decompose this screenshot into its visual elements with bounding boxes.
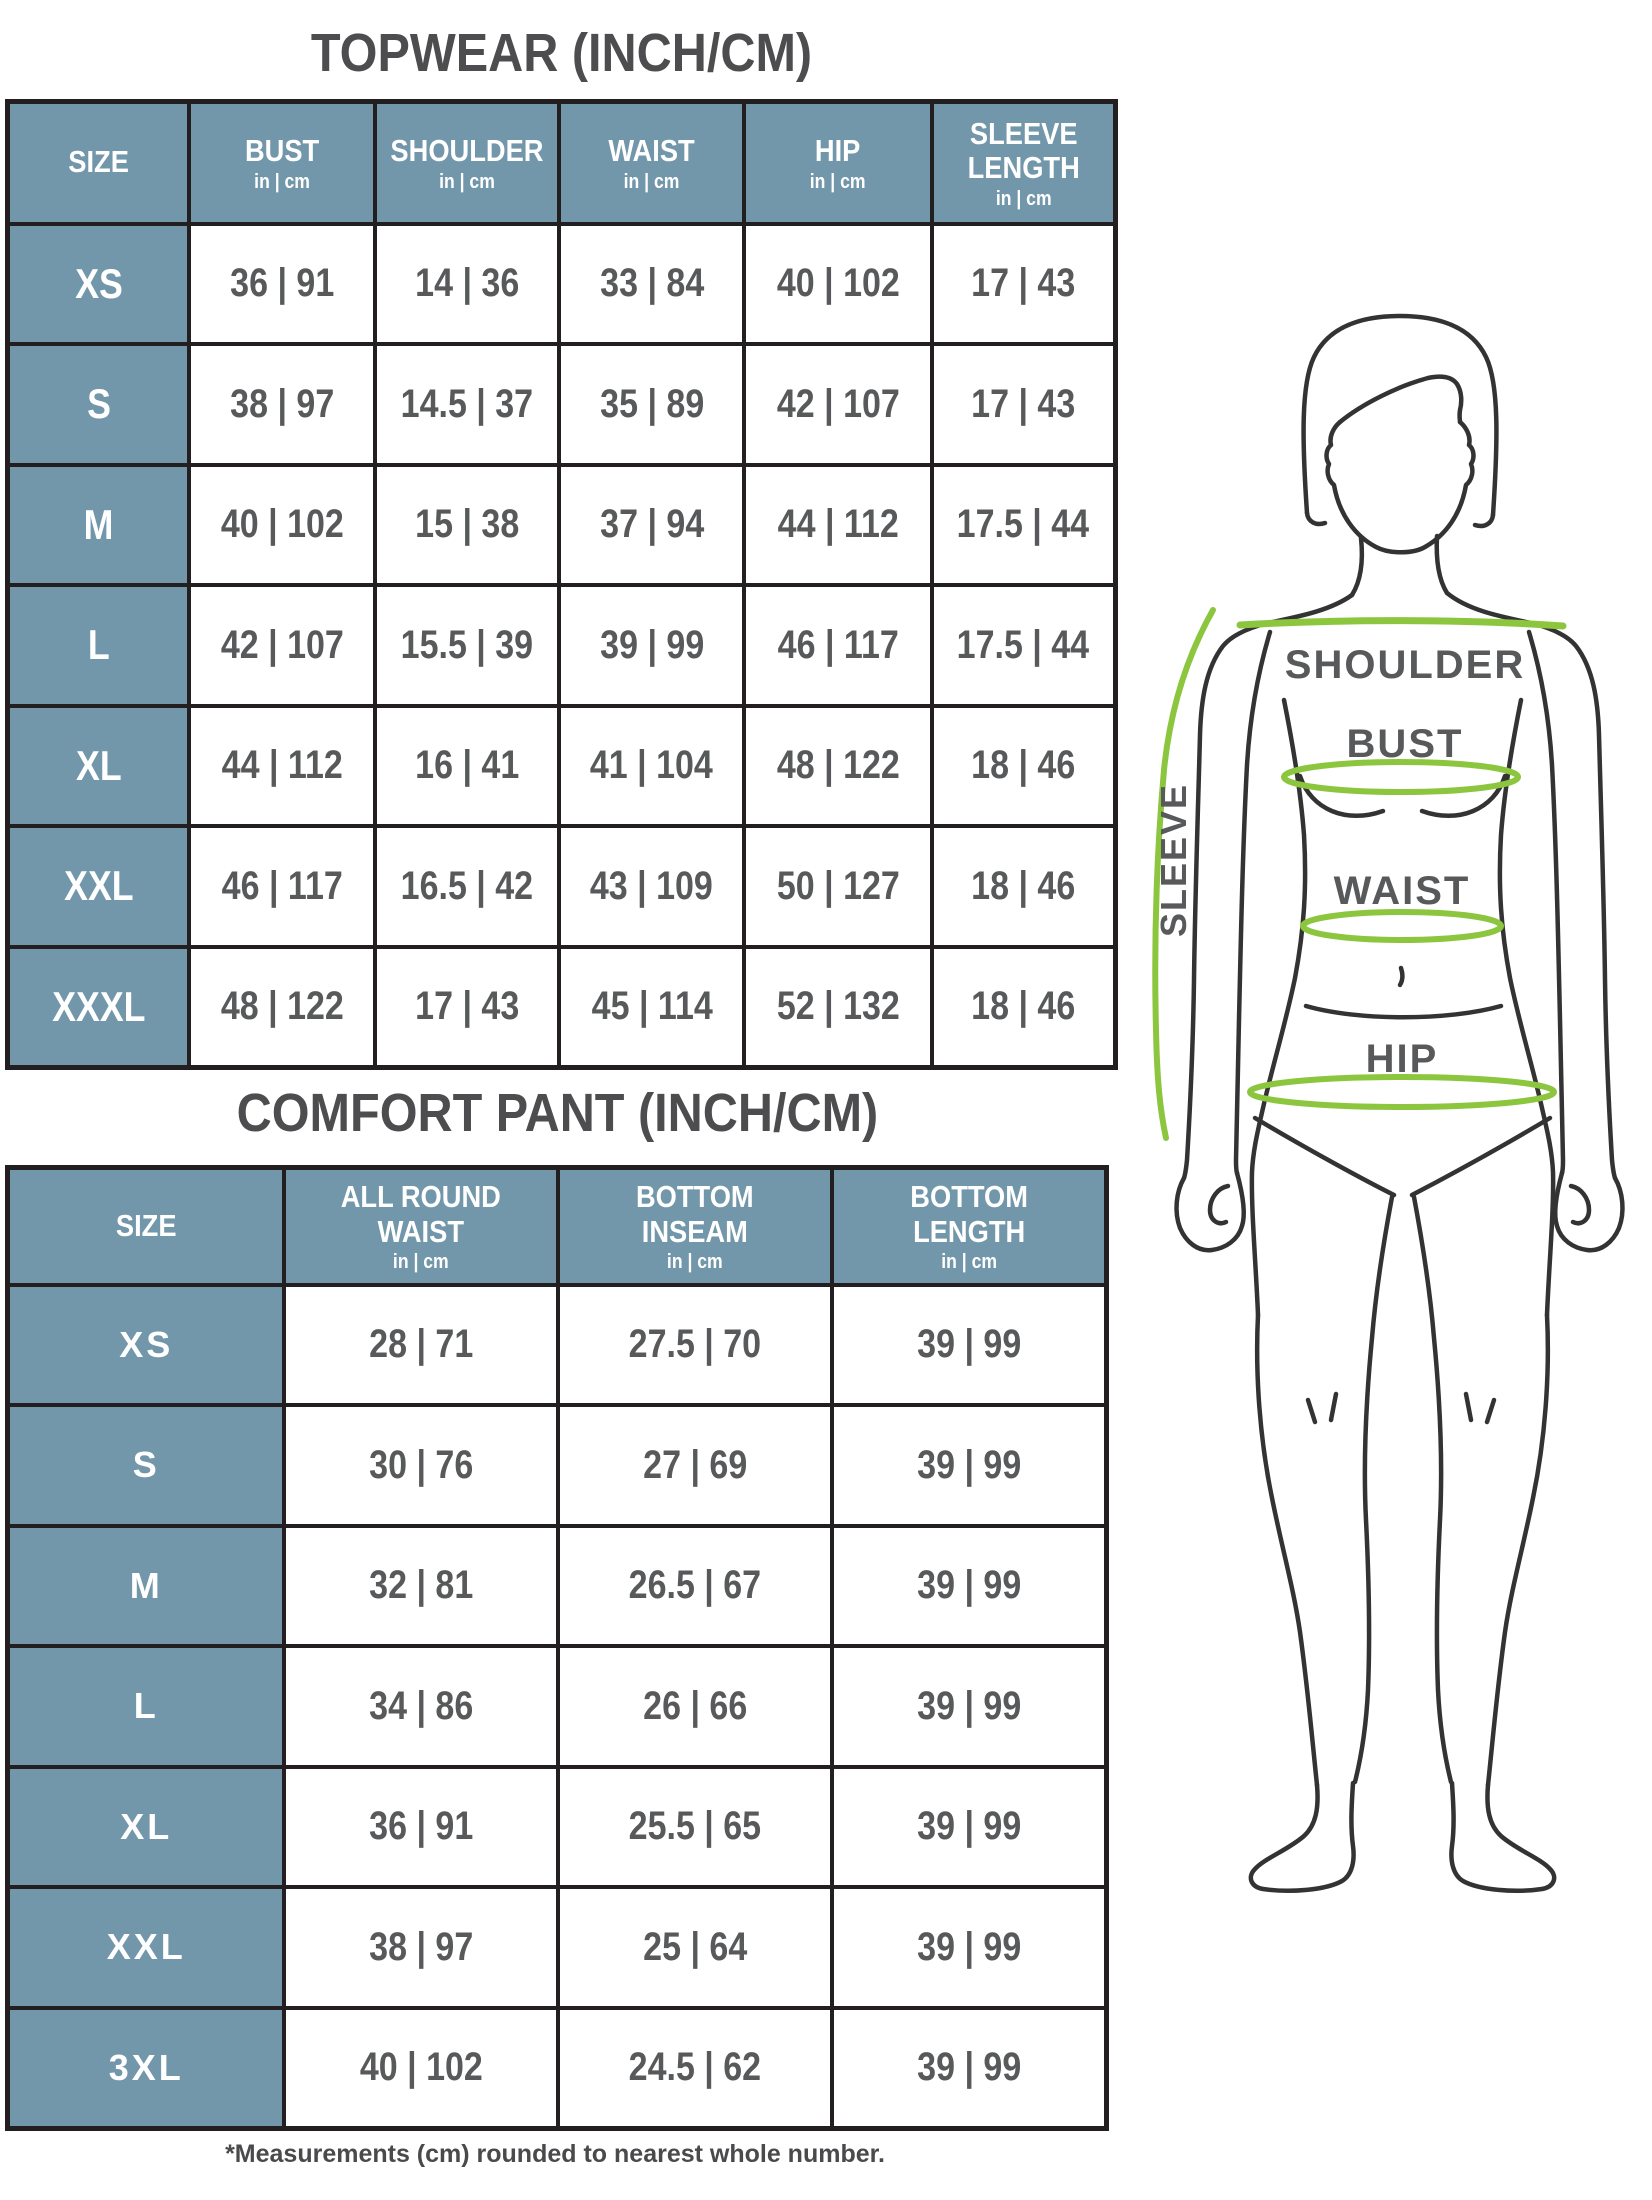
size-cell: XS <box>8 224 190 345</box>
size-cell: XS <box>8 1285 285 1406</box>
col-label: SLEEVE LENGTH <box>967 115 1080 186</box>
unit-label: in | cm <box>393 1251 450 1274</box>
bust-cell: 46 | 117 <box>189 826 375 947</box>
inseam-cell: 27.5 | 70 <box>558 1285 832 1406</box>
topwear-row-xl <box>8 706 1116 827</box>
waist-cell: 39 | 99 <box>559 585 744 706</box>
navel-mark <box>1400 968 1402 985</box>
shoulder-cell: 16.5 | 42 <box>375 826 559 947</box>
inner-leg-left <box>1355 1197 1392 1782</box>
unit-label: in | cm <box>439 170 496 193</box>
foot-right <box>1451 1783 1554 1891</box>
waist-cell: 32 | 81 <box>284 1526 558 1647</box>
waist-cell: 28 | 71 <box>284 1285 558 1406</box>
size-cell: L <box>8 1646 285 1767</box>
waist-measure-ellipse <box>1303 912 1501 940</box>
shoulder-cell: 17 | 43 <box>375 947 559 1068</box>
unit-label: in | cm <box>995 187 1052 210</box>
size-cell: 3XL <box>8 2008 285 2129</box>
shoulder-measure-line <box>1240 621 1563 626</box>
hip-cell: 52 | 132 <box>744 947 931 1068</box>
face-outline <box>1327 422 1474 552</box>
topwear-row-xxxl <box>8 947 1116 1068</box>
size-cell: XL <box>8 1767 285 1888</box>
topwear-row-l <box>8 585 1116 706</box>
shoulder-cell: 16 | 41 <box>375 706 559 827</box>
sleeve-cell: 17 | 43 <box>932 344 1116 465</box>
waist-label: WAIST <box>1333 869 1471 913</box>
pant-row-s <box>8 1405 1107 1526</box>
belly-line <box>1306 1006 1501 1017</box>
hip-cell: 42 | 107 <box>744 344 931 465</box>
sleeve-cell: 18 | 46 <box>932 826 1116 947</box>
topwear-col-header-sleeve-length <box>932 102 1116 224</box>
sleeve-cell: 17.5 | 44 <box>932 585 1116 706</box>
unit-label: in | cm <box>254 170 311 193</box>
size-cell: XXXL <box>8 947 190 1068</box>
shoulder-cell: 15 | 38 <box>375 465 559 586</box>
bust-curve-left <box>1300 776 1383 816</box>
foot-left <box>1251 1783 1354 1891</box>
bust-cell: 44 | 112 <box>189 706 375 827</box>
hip-cell: 50 | 127 <box>744 826 931 947</box>
bust-curve-right <box>1422 776 1505 816</box>
pant-row-xl <box>8 1767 1107 1888</box>
unit-label: in | cm <box>940 1251 997 1274</box>
waist-cell: 33 | 84 <box>559 224 744 345</box>
sleeve-cell: 17.5 | 44 <box>932 465 1116 586</box>
hip-cell: 46 | 117 <box>744 585 931 706</box>
hip-measure-ellipse <box>1250 1077 1554 1107</box>
size-cell: XL <box>8 706 190 827</box>
waist-cell: 34 | 86 <box>284 1646 558 1767</box>
pant-row-l <box>8 1646 1107 1767</box>
waist-cell: 45 | 114 <box>559 947 744 1068</box>
length-cell: 39 | 99 <box>832 1285 1107 1406</box>
size-cell: XXL <box>8 826 190 947</box>
length-cell: 39 | 99 <box>832 1767 1107 1888</box>
unit-label: in | cm <box>810 170 866 193</box>
size-cell: M <box>8 465 190 586</box>
torso-left <box>1252 700 1305 1315</box>
knee-mark-left-a <box>1308 1400 1315 1422</box>
col-label: SIZE <box>115 1207 177 1243</box>
inner-leg-right <box>1414 1197 1451 1782</box>
thumb-left <box>1210 1186 1228 1223</box>
col-label: SHOULDER <box>390 132 544 168</box>
bust-measure-ellipse <box>1284 762 1518 792</box>
topwear-col-header-hip <box>744 102 931 224</box>
hair-tip-left <box>1307 513 1325 524</box>
size-cell: S <box>8 344 190 465</box>
waist-cell: 30 | 76 <box>284 1405 558 1526</box>
hip-cell: 48 | 122 <box>744 706 931 827</box>
length-cell: 39 | 99 <box>832 1405 1107 1526</box>
pant-title-text: COMFORT PANT (INCH/CM) <box>236 1083 878 1143</box>
pant-row-xxl <box>8 1887 1107 2008</box>
inseam-cell: 27 | 69 <box>558 1405 832 1526</box>
sleeve-cell: 17 | 43 <box>932 224 1116 345</box>
topwear-col-header-shoulder <box>375 102 559 224</box>
waist-cell: 36 | 91 <box>284 1767 558 1888</box>
col-label: ALL ROUND WAIST <box>341 1179 502 1249</box>
topwear-col-header-size <box>8 102 190 224</box>
col-label: SIZE <box>68 144 129 180</box>
topwear-row-xxl <box>8 826 1116 947</box>
topwear-header-row <box>8 102 1116 224</box>
waist-cell: 43 | 109 <box>559 826 744 947</box>
hip-label: HIP <box>1365 1037 1439 1081</box>
torso-right <box>1500 700 1553 1315</box>
col-label: BOTTOM LENGTH <box>910 1179 1028 1249</box>
pant-col-header-size <box>8 1168 285 1285</box>
length-cell: 39 | 99 <box>832 2008 1107 2129</box>
thumb-right <box>1571 1186 1589 1223</box>
pant-col-header-bottom-inseam <box>558 1168 832 1285</box>
hip-cell: 44 | 112 <box>744 465 931 586</box>
neck-right <box>1437 536 1447 593</box>
topwear-row-m <box>8 465 1116 586</box>
hip-cell: 40 | 102 <box>744 224 931 345</box>
waist-cell: 40 | 102 <box>284 2008 558 2129</box>
inseam-cell: 26 | 66 <box>558 1646 832 1767</box>
inseam-cell: 26.5 | 67 <box>558 1526 832 1647</box>
size-cell: S <box>8 1405 285 1526</box>
pant-col-header-all-round-waist <box>284 1168 558 1285</box>
topwear-col-header-waist <box>559 102 744 224</box>
inner-arm-right <box>1529 632 1563 1173</box>
size-cell: L <box>8 585 190 706</box>
col-label: WAIST <box>608 132 695 168</box>
bust-cell: 48 | 122 <box>189 947 375 1068</box>
pant-table <box>5 1165 1109 2131</box>
measurement-footnote: *Measurements (cm) rounded to nearest whole number. <box>225 2140 885 2168</box>
pant-row-3xl <box>8 2008 1107 2129</box>
shoulder-cell: 14 | 36 <box>375 224 559 345</box>
length-cell: 39 | 99 <box>832 1646 1107 1767</box>
bust-cell: 36 | 91 <box>189 224 375 345</box>
topwear-title-text: TOPWEAR (INCH/CM) <box>310 23 813 83</box>
unit-label: in | cm <box>667 1251 723 1274</box>
inseam-cell: 25.5 | 65 <box>558 1767 832 1888</box>
bust-cell: 40 | 102 <box>189 465 375 586</box>
topwear-table <box>5 99 1118 1070</box>
figure-outline <box>1177 316 1623 1891</box>
topwear-row-xs <box>8 224 1116 345</box>
length-cell: 39 | 99 <box>832 1887 1107 2008</box>
sleeve-cell: 18 | 46 <box>932 947 1116 1068</box>
bust-cell: 38 | 97 <box>189 344 375 465</box>
topwear-row-s <box>8 344 1116 465</box>
panty-line-right <box>1412 1118 1550 1195</box>
shoulder-label: SHOULDER <box>1284 643 1526 687</box>
topwear-title <box>5 24 1118 83</box>
bust-label: BUST <box>1346 722 1464 766</box>
pant-col-header-bottom-length <box>832 1168 1107 1285</box>
neck-left <box>1352 538 1362 595</box>
sleeve-cell: 18 | 46 <box>932 706 1116 827</box>
waist-cell: 35 | 89 <box>559 344 744 465</box>
outer-leg-left <box>1257 1315 1317 1785</box>
topwear-col-header-bust <box>189 102 375 224</box>
hair-fringe <box>1340 377 1461 422</box>
waist-cell: 37 | 94 <box>559 465 744 586</box>
unit-label: in | cm <box>623 170 680 193</box>
pant-header-row <box>8 1168 1107 1285</box>
waist-cell: 38 | 97 <box>284 1887 558 2008</box>
pant-title <box>5 1084 1109 1143</box>
pant-row-m <box>8 1526 1107 1647</box>
shoulder-cell: 14.5 | 37 <box>375 344 559 465</box>
col-label: BOTTOM INSEAM <box>636 1179 754 1249</box>
knee-mark-right-a <box>1466 1394 1471 1420</box>
bust-cell: 42 | 107 <box>189 585 375 706</box>
waist-cell: 41 | 104 <box>559 706 744 827</box>
outer-leg-right <box>1488 1315 1548 1785</box>
pant-row-xs <box>8 1285 1107 1406</box>
hair-tip-right <box>1475 515 1493 526</box>
knee-mark-left-b <box>1331 1394 1336 1420</box>
col-label: HIP <box>815 132 861 168</box>
size-cell: M <box>8 1526 285 1647</box>
size-cell: XXL <box>8 1887 285 2008</box>
knee-mark-right-b <box>1487 1400 1494 1422</box>
body-measurement-diagram <box>1100 280 1652 1960</box>
panty-line-left <box>1255 1118 1394 1195</box>
shoulder-cell: 15.5 | 39 <box>375 585 559 706</box>
inseam-cell: 24.5 | 62 <box>558 2008 832 2129</box>
length-cell: 39 | 99 <box>832 1526 1107 1647</box>
sleeve-label: SLEEVE <box>1153 782 1194 938</box>
inseam-cell: 25 | 64 <box>558 1887 832 2008</box>
col-label: BUST <box>245 132 320 168</box>
